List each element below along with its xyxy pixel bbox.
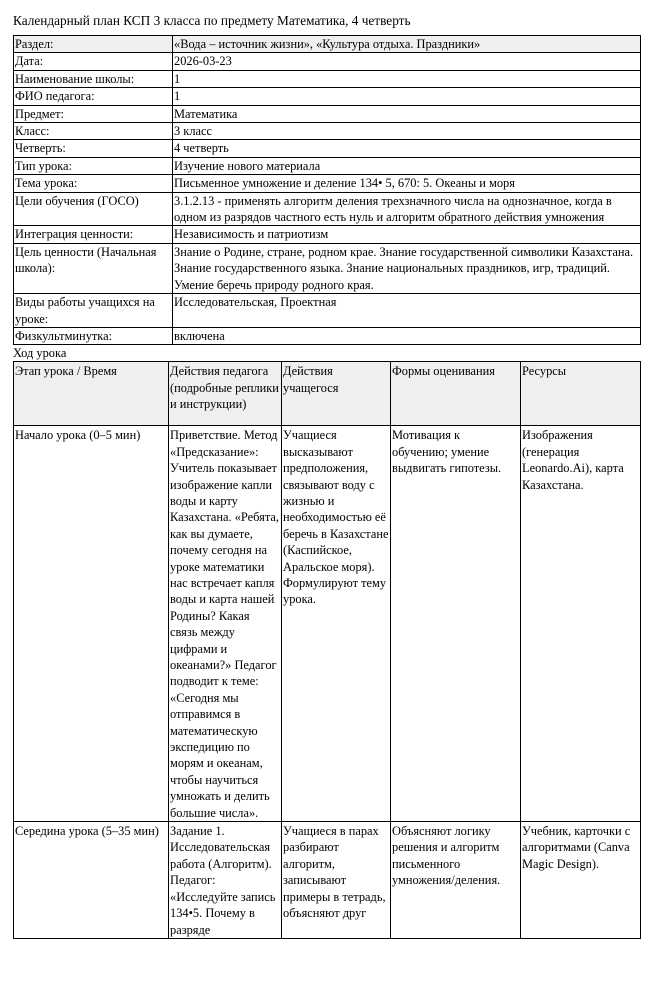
cell-resources: Изображения (генерация Leonardo.Ai), карта Казахстана. — [521, 426, 641, 822]
info-value: 2026-03-23 — [173, 53, 641, 70]
document-title: Календарный план КСП 3 класса по предмету Математика, 4 четверть — [13, 13, 411, 28]
info-label: Раздел: — [14, 36, 173, 53]
cell-resources: Учебник, карточки с алгоритмами (Canva Magic Design). — [521, 822, 641, 939]
info-value: 1 — [173, 88, 641, 105]
table-row — [14, 822, 641, 939]
header-resources: Ресурсы — [521, 362, 641, 426]
lesson-info-table — [13, 35, 641, 345]
table-row — [14, 426, 641, 822]
info-row — [14, 88, 641, 105]
cell-teacher-actions: Задание 1. Исследовательская работа (Алгоритм). Педагог: «Исследуйте запись 134•5. Почему в разряде — [169, 822, 282, 939]
info-value: «Вода – источник жизни», «Культура отдыха. Праздники» — [173, 36, 641, 53]
document-page — [13, 12, 641, 939]
info-row — [14, 327, 641, 344]
info-label: Наименование школы: — [14, 70, 173, 87]
info-value: Независимость и патриотизм — [173, 226, 641, 243]
info-row — [14, 70, 641, 87]
cell-stage: Начало урока (0–5 мин) — [14, 426, 169, 822]
info-label: Предмет: — [14, 105, 173, 122]
info-label: Цели обучения (ГОСО) — [14, 192, 173, 226]
info-label: Тема урока: — [14, 175, 173, 192]
lesson-progress-heading: Ход урока — [13, 346, 67, 361]
lesson-table-header-row — [14, 362, 641, 426]
info-value: Знание о Родине, стране, родном крае. Знание государственной символики Казахстана. Знание государственного языка. Знание национальных праздников, игр, традиций. Умение беречь природу родного края. — [173, 243, 641, 293]
info-row — [14, 123, 641, 140]
info-value: Математика — [173, 105, 641, 122]
info-label: Дата: — [14, 53, 173, 70]
info-row — [14, 192, 641, 226]
header-student-actions: Действия учащегося — [282, 362, 391, 426]
info-value: 3 класс — [173, 123, 641, 140]
info-label: Физкультминутка: — [14, 327, 173, 344]
info-value: Изучение нового материала — [173, 157, 641, 174]
info-label: Интеграция ценности: — [14, 226, 173, 243]
info-row — [14, 53, 641, 70]
cell-student-actions: Учащиеся в парах разбирают алгоритм, записывают примеры в тетрадь, объясняют друг — [282, 822, 391, 939]
header-teacher-actions: Действия педагога (подробные реплики и инструкции) — [169, 362, 282, 426]
cell-student-actions: Учащиеся высказывают предположения, связывают воду с жизнью и необходимостью её беречь в Казахстане (Каспийское, Аральское моря). Формулируют тему урока. — [282, 426, 391, 822]
header-stage: Этап урока / Время — [14, 362, 169, 426]
info-label: Четверть: — [14, 140, 173, 157]
info-row — [14, 140, 641, 157]
cell-assessment: Мотивация к обучению; умение выдвигать гипотезы. — [391, 426, 521, 822]
info-row — [14, 157, 641, 174]
info-label: Цель ценности (Начальная школа): — [14, 243, 173, 293]
lesson-plan-table — [13, 361, 641, 939]
info-value: включена — [173, 327, 641, 344]
info-label: Виды работы учащихся на уроке: — [14, 294, 173, 328]
info-row — [14, 175, 641, 192]
info-row — [14, 36, 641, 53]
info-value: Исследовательская, Проектная — [173, 294, 641, 328]
info-label: ФИО педагога: — [14, 88, 173, 105]
info-row — [14, 243, 641, 293]
header-assessment: Формы оценивания — [391, 362, 521, 426]
info-value: 3.1.2.13 - применять алгоритм деления трехзначного числа на однозначное, когда в одном из разрядов частного есть нуль и алгоритм обратного действия умножения — [173, 192, 641, 226]
info-row — [14, 294, 641, 328]
info-value: 1 — [173, 70, 641, 87]
info-value: 4 четверть — [173, 140, 641, 157]
cell-assessment: Объясняют логику решения и алгоритм письменного умножения/деления. — [391, 822, 521, 939]
cell-teacher-actions: Приветствие. Метод «Предсказание»: Учитель показывает изображение капли воды и карту Казахстана. «Ребята, как вы думаете, почему сегодня на уроке математики нас встречает капля воды и карта нашей Родины? Какая связь между цифрами и океанами?» Педагог подводит к теме: «Сегодня мы отправимся в математическую экспедицию по морям и океанам, чтобы научиться умножать и делить большие числа». — [169, 426, 282, 822]
info-label: Тип урока: — [14, 157, 173, 174]
info-row — [14, 226, 641, 243]
info-label: Класс: — [14, 123, 173, 140]
info-value: Письменное умножение и деление 134• 5, 670: 5. Океаны и моря — [173, 175, 641, 192]
info-row — [14, 105, 641, 122]
cell-stage: Середина урока (5–35 мин) — [14, 822, 169, 939]
